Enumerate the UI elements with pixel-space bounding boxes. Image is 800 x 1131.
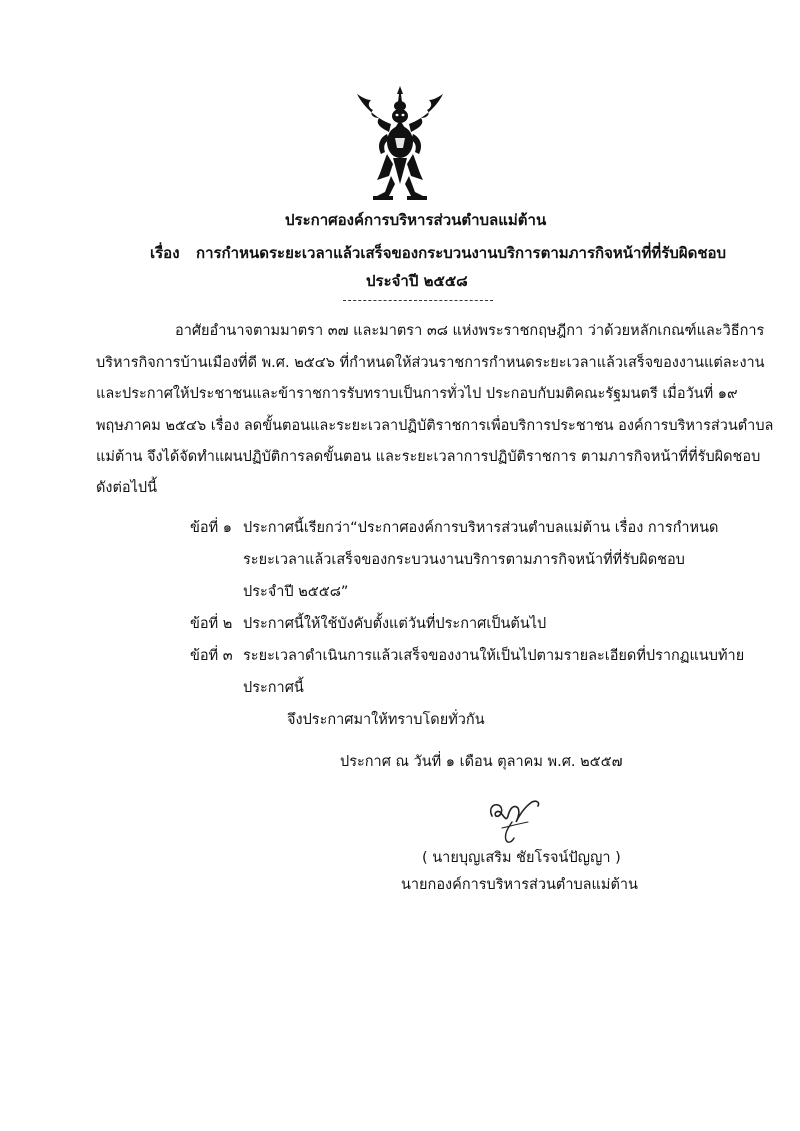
preamble-line-1: อาศัยอำนาจตามมาตรา ๓๗ และมาตรา ๓๘ แห่งพระราชกฤษฎีกา ว่าด้วยหลักเกณฑ์และวิธีการ xyxy=(175,323,765,339)
clause-3-label: ข้อที่ ๓ xyxy=(190,648,233,664)
preamble-line-2: บริหารกิจการบ้านเมืองที่ดี พ.ศ. ๒๕๔๖ ที่กำหนดให้ส่วนราชการกำหนดระยะเวลาแล้วเสร็จของงานแต่ละงาน xyxy=(96,355,765,371)
clause-1-line-2: ระยะเวลาแล้วเสร็จของกระบวนงานบริการตามภารกิจหน้าที่ที่รับผิดชอบ xyxy=(243,552,685,568)
preamble-line-4: พฤษภาคม ๒๕๔๖ เรื่อง ลดขั้นตอนและระยะเวลาปฏิบัติราชการเพื่อบริการประชาชน องค์การบริหารส่วนตำบล xyxy=(96,418,774,434)
title-divider xyxy=(343,300,493,301)
signatory-position: นายกองค์การบริหารส่วนตำบลแม่ต้าน xyxy=(401,877,638,893)
clause-2-line-1: ประกาศนี้ให้ใช้บังคับตั้งแต่วันที่ประกาศเป็นต้นไป xyxy=(243,616,547,632)
clause-3-line-2: ประกาศนี้ xyxy=(243,680,304,696)
garuda-emblem-icon xyxy=(353,84,447,202)
closing-statement: จึงประกาศมาให้ทราบโดยทั่วกัน xyxy=(287,712,485,728)
clause-1-label: ข้อที่ ๑ xyxy=(190,520,232,536)
clause-3-line-1: ระยะเวลาดำเนินการแล้วเสร็จของงานให้เป็นไปตามรายละเอียดที่ปรากฏแนบท้าย xyxy=(243,648,745,664)
preamble-line-6: ดังต่อไปนี้ xyxy=(96,480,158,496)
announcement-date: ประกาศ ณ วันที่ ๑ เดือน ตุลาคม พ.ศ. ๒๕๕๗ xyxy=(340,754,623,770)
fiscal-year-line: ประจำปี ๒๕๕๘ xyxy=(366,272,468,290)
signatory-name: ( นายบุญเสริม ชัยโรจน์ปัญญา ) xyxy=(422,850,621,866)
subject-text: การกำหนดระยะเวลาแล้วเสร็จของกระบวนงานบริการตามภารกิจหน้าที่ที่รับผิดชอบ xyxy=(196,244,727,262)
clause-1-line-3: ประจำปี ๒๕๕๘” xyxy=(243,584,349,600)
clause-1-line-1: ประกาศนี้เรียกว่า“ประกาศองค์การบริหารส่วนตำบลแม่ต้าน เรื่อง การกำหนด xyxy=(243,520,719,536)
announcement-title: ประกาศองค์การบริหารส่วนตำบลแม่ต้าน xyxy=(285,211,547,229)
handwritten-signature-icon xyxy=(478,792,548,847)
subject-label: เรื่อง xyxy=(150,244,180,262)
preamble-line-3: และประกาศให้ประชาชนและข้าราชการรับทราบเป็นการทั่วไป ประกอบกับมติคณะรัฐมนตรี เมื่อวันที่ ๑๙ xyxy=(96,386,738,402)
clause-2-label: ข้อที่ ๒ xyxy=(190,616,233,632)
preamble-line-5: แม่ต้าน จึงได้จัดทำแผนปฏิบัติการลดขั้นตอน และระยะเวลาการปฏิบัติราชการ ตามภารกิจหน้าที่ที่รับผิดชอบ xyxy=(96,449,761,465)
